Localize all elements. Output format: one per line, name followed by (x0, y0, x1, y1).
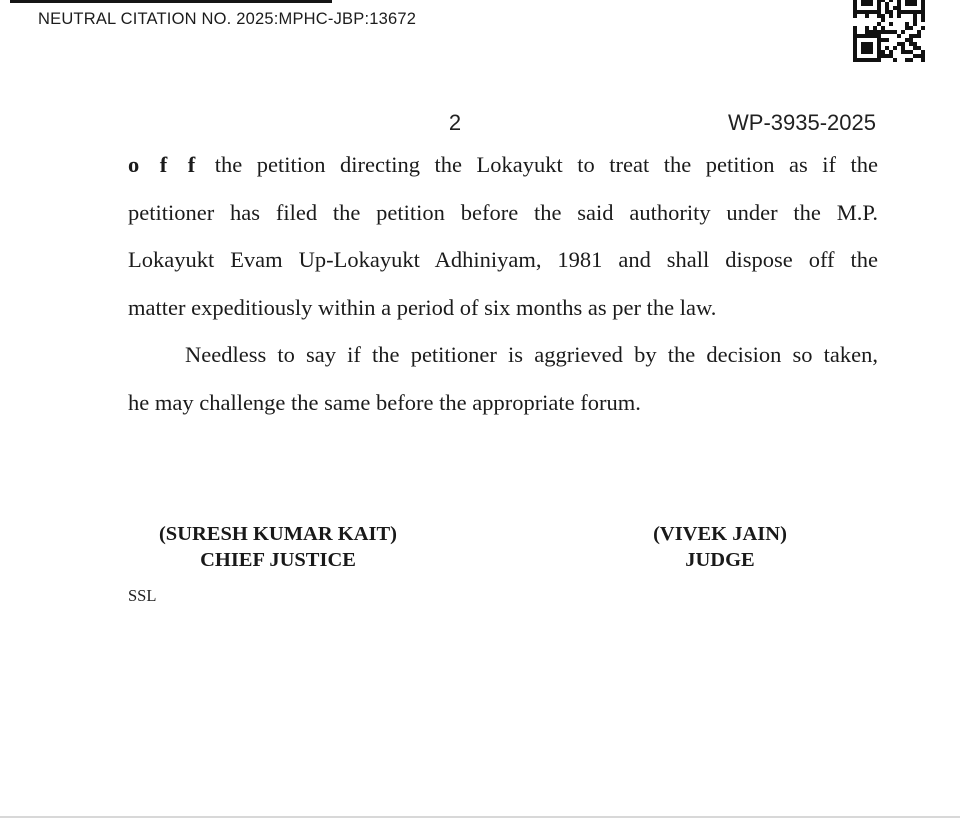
judge-title: CHIEF JUSTICE (200, 548, 356, 571)
signature-block-judge (590, 522, 850, 573)
judge-name: (SURESH KUMAR KAIT) (158, 523, 398, 545)
page-number: 2 (448, 110, 462, 135)
document-line: he may challenge the same before the appropriate forum. (128, 389, 641, 415)
document-line: o f f the petition directing the Lokayukt to treat the petition as if the (128, 152, 878, 177)
qr-code (853, 0, 925, 62)
neutral-citation-header: NEUTRAL CITATION NO. 2025:MPHC-JBP:13672 (38, 10, 417, 28)
document-line: Needless to say if the petitioner is aggrieved by the decision so taken, (185, 342, 878, 367)
document-line: petitioner has filed the petition before the said authority under the M.P. (128, 199, 878, 225)
order-text-body (128, 141, 878, 426)
case-number: WP-3935-2025 (728, 110, 876, 135)
bold-word: o f f (128, 152, 199, 177)
signature-block-chief-justice (128, 522, 428, 573)
document-line: matter expeditiously within a period of six months as per the law. (128, 294, 717, 320)
document-line: Lokayukt Evam Up-Lokayukt Adhiniyam, 1981 and shall dispose off the (128, 247, 878, 272)
scan-artifact-strip (10, 0, 332, 3)
judge-name: (VIVEK JAIN) (653, 523, 787, 545)
stenographer-initials: SSL (128, 586, 157, 605)
judge-title: JUDGE (685, 548, 755, 571)
